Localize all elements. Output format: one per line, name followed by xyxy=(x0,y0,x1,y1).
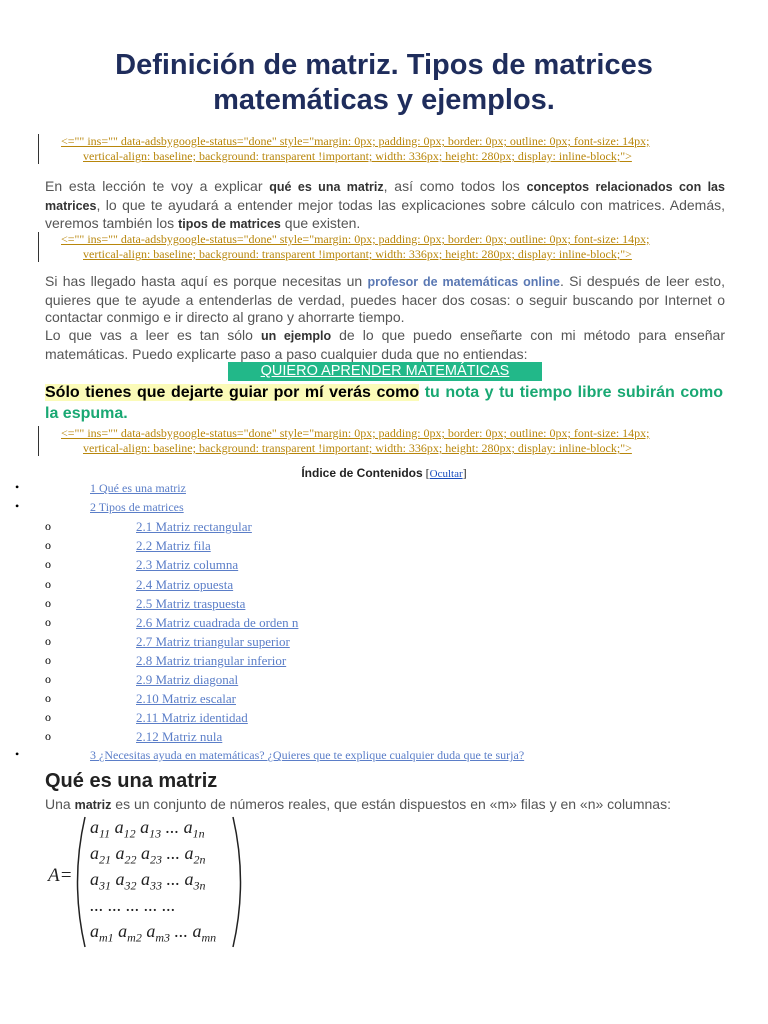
matrix-row xyxy=(90,921,216,946)
ad-code-line-1: <="" ins="" data-adsbygoogle-status="done" style="margin: 0px; padding: 0px; border: 0px; outline: 0px; font-size: 14px; xyxy=(61,232,650,246)
bold-term: matriz xyxy=(74,798,112,812)
circle-marker: o xyxy=(45,729,51,744)
matrix-entry: $a_{m1}$ xyxy=(90,921,114,945)
toc-item xyxy=(0,537,768,556)
matrix-entry: $a_{3n}$ xyxy=(184,869,206,893)
matrix-entry: $a_{11}$ xyxy=(90,817,111,841)
online-tutor-link[interactable]: profesor de matemáticas online xyxy=(367,275,560,289)
matrix-definition: Una matriz es un conjunto de números reales, que están dispuestos en «m» filas y en «n» columnas: xyxy=(45,796,671,812)
ad-code-line-1: <="" ins="" data-adsbygoogle-status="done" style="margin: 0px; padding: 0px; border: 0px; outline: 0px; font-size: 14px; xyxy=(61,134,650,148)
bold-term: conceptos relacionados con las matrices xyxy=(45,180,725,213)
intro-paragraph: En esta lección te voy a explicar qué es una matriz, así como todos los conceptos relacionados con las matrices, lo que te ayudará a entender mejor todas las explicaciones sobre cálculo con matrices. Además, veremos también los tipos de matrices que existen. xyxy=(45,178,725,231)
matrix-formula xyxy=(48,815,248,950)
highlight-paragraph xyxy=(45,382,723,424)
circle-marker: o xyxy=(45,576,51,591)
matrix-entry: ... xyxy=(165,817,180,837)
toc-item xyxy=(0,690,768,709)
toc-title: Índice de Contenidos xyxy=(301,466,423,480)
toc-link[interactable]: 2.11 Matriz identidad xyxy=(136,710,248,726)
highlighted-text: Sólo tienes que dejarte guiar por mí verás como xyxy=(45,384,420,401)
matrix-entry: $a_{22}$ xyxy=(115,843,137,867)
matrix-entry: $a_{21}$ xyxy=(90,843,111,867)
toc-header: Índice de Contenidos [Ocultar] xyxy=(301,466,467,480)
matrix-entry: $a_{32}$ xyxy=(115,869,137,893)
matrix-row xyxy=(90,843,206,868)
matrix-entry: ... xyxy=(144,895,158,915)
matrix-entry: $a_{13}$ xyxy=(140,817,162,841)
learn-math-cta-button[interactable]: QUIERO APRENDER MATEMÁTICAS xyxy=(228,362,542,381)
matrix-entry: $a_{33}$ xyxy=(141,869,162,893)
matrix-entry: $a_{m2}$ xyxy=(118,921,142,945)
circle-marker: o xyxy=(45,691,51,706)
matrix-entry: $a_{mn}$ xyxy=(192,921,217,945)
toc-link[interactable]: 3 ¿Necesitas ayuda en matemáticas? ¿Quieres que te explique cualquier duda que te surja? xyxy=(90,748,525,763)
toc-link[interactable]: 2.8 Matriz triangular inferior xyxy=(136,652,287,668)
toc-link[interactable]: 2.9 Matriz diagonal xyxy=(136,672,239,687)
circle-marker: o xyxy=(45,652,51,667)
section-heading: Qué es una matriz xyxy=(45,770,218,792)
ad-code-snippet[interactable] xyxy=(38,134,728,164)
matrix-entry: $a_{31}$ xyxy=(90,869,111,893)
matrix-entry: $a_{23}$ xyxy=(141,843,162,867)
ad-code-line-2: vertical-align: baseline; background: transparent !important; width: 336px; height: 280px; display: inline-block;"> xyxy=(83,441,632,455)
toc-link[interactable]: 2.6 Matriz cuadrada de orden n xyxy=(136,614,299,630)
toc-link[interactable]: 2.7 Matriz triangular superior xyxy=(136,633,290,649)
toc-link[interactable]: 2.3 Matriz columna xyxy=(136,557,239,573)
matrix-entry: $a_{m3}$ xyxy=(146,921,171,945)
matrix-entry: ... xyxy=(166,843,180,863)
bullet-marker: • xyxy=(15,480,20,494)
circle-marker: o xyxy=(45,710,51,725)
matrix-entry: ... xyxy=(90,895,104,915)
bold-term: un ejemplo xyxy=(260,329,332,343)
circle-marker: o xyxy=(45,595,51,610)
page-title: Definición de matriz. Tipos de matrices matemáticas y ejemplos. xyxy=(115,49,653,116)
toc-item xyxy=(0,709,768,728)
circle-marker: o xyxy=(45,519,51,534)
circle-marker: o xyxy=(45,538,51,553)
toc-link[interactable]: 2 Tipos de matrices xyxy=(90,500,184,515)
ad-code-line-2: vertical-align: baseline; background: transparent !important; width: 336px; height: 280px; display: inline-block;"> xyxy=(83,247,632,261)
circle-marker: o xyxy=(45,672,51,686)
bold-term: qué es una matriz xyxy=(269,180,384,194)
toc-item xyxy=(0,671,768,690)
matrix-entry: ... xyxy=(166,869,180,889)
circle-marker: o xyxy=(45,614,51,629)
matrix-entry: $a_{12}$ xyxy=(114,817,136,841)
tutor-paragraph: Si has llegado hasta aquí es porque necesitas un profesor de matemáticas online. Si después de leer esto, quieres que te ayude a entenderlas de verdad, puedes hacer dos cosas: o seguir buscando por Internet o contactar conmigo e ir directo al grano y ahorrarte tiempo. xyxy=(45,273,725,325)
matrix-entry: $a_{2n}$ xyxy=(184,843,206,867)
toc-item xyxy=(0,747,768,766)
green-text: tu nota y tu tiempo libre subirán como la espuma. xyxy=(45,384,723,422)
matrix-row xyxy=(90,895,176,916)
ad-code-line-1: <="" ins="" data-adsbygoogle-status="done" style="margin: 0px; padding: 0px; border: 0px; outline: 0px; font-size: 14px; xyxy=(61,426,650,440)
matrix-row xyxy=(90,869,206,894)
matrix-entry: ... xyxy=(162,895,176,915)
matrix-entry: ... xyxy=(126,895,140,915)
toc-item xyxy=(0,556,768,575)
matrix-entry: ... xyxy=(108,895,122,915)
bullet-marker: • xyxy=(15,747,20,762)
toc-item xyxy=(0,480,768,499)
matrix-lhs: A= xyxy=(48,865,73,886)
matrix-entry: ... xyxy=(174,921,189,941)
bullet-marker: • xyxy=(15,499,20,514)
toc-link[interactable]: 2.1 Matriz rectangular xyxy=(136,519,252,535)
toc-item xyxy=(0,576,768,595)
circle-marker: o xyxy=(45,633,51,648)
toc-item xyxy=(0,614,768,633)
toc-link[interactable]: 1 Qué es una matriz xyxy=(90,481,186,495)
ad-code-snippet[interactable] xyxy=(38,232,728,262)
toc-hide-toggle[interactable]: Ocultar xyxy=(429,468,463,480)
toc-link[interactable]: 2.12 Matriz nula xyxy=(136,729,223,745)
bold-term: tipos de matrices xyxy=(178,217,281,231)
toc-link[interactable]: 2.10 Matriz escalar xyxy=(136,691,236,707)
toc-item xyxy=(0,499,768,518)
toc-link[interactable]: 2.4 Matriz opuesta xyxy=(136,576,234,592)
ad-code-line-2: vertical-align: baseline; background: transparent !important; width: 336px; height: 280px; display: inline-block;"> xyxy=(83,149,632,163)
toc-link[interactable]: 2.2 Matriz fila xyxy=(136,538,211,554)
toc-item xyxy=(0,633,768,652)
toc-item xyxy=(0,518,768,537)
toc-link[interactable]: 2.5 Matriz traspuesta xyxy=(136,595,246,611)
ad-code-snippet[interactable] xyxy=(38,426,728,456)
circle-marker: o xyxy=(45,557,51,572)
toc-item xyxy=(0,595,768,614)
matrix-row xyxy=(90,817,205,842)
toc-item xyxy=(0,652,768,671)
example-paragraph: Lo que vas a leer es tan sólo un ejemplo de lo que puedo enseñarte con mi método para enseñar matemáticas. Puedo explicarte paso a paso cualquier duda que no entiendas: xyxy=(45,327,726,362)
matrix-entry: $a_{1n}$ xyxy=(183,817,205,841)
toc-item xyxy=(0,728,768,747)
